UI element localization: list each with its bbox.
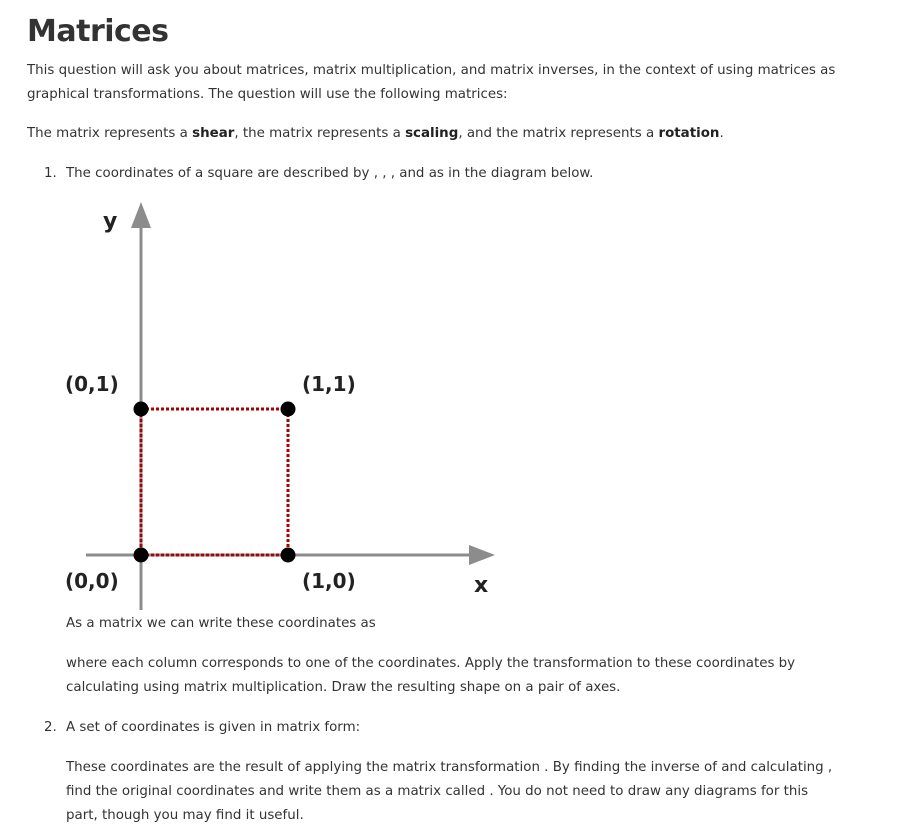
point-0-1: [134, 402, 149, 417]
matrices-sentence-part2: , the matrix represents a: [234, 126, 406, 141]
point-label-0-1: (0,1): [65, 372, 119, 396]
shear-term: shear: [192, 126, 235, 141]
x-axis-label: x: [474, 573, 489, 598]
q2-after-line-1: These coordinates are the result of applying the matrix transformation . By finding the inverse of and calculating ,: [66, 760, 833, 775]
q1-number: 1.: [44, 166, 57, 181]
point-1-0: [281, 548, 296, 563]
q1-after-1: As a matrix we can write these coordinates as: [66, 616, 376, 631]
q2-after-line-3: part, though you may find it useful.: [66, 808, 304, 823]
intro-line-1: This question will ask you about matrices, matrix multiplication, and matrix inverses, in the context of using matrices as: [27, 63, 836, 78]
q1-after-2-line-2: calculating using matrix multiplication. Draw the resulting shape on a pair of axes.: [66, 680, 621, 695]
point-0-0: [134, 548, 149, 563]
q2-number: 2.: [44, 720, 57, 735]
y-axis-label: y: [103, 209, 118, 234]
q2-after-line-2: find the original coordinates and write them as a matrix called . You do not need to draw any diagrams for this: [66, 784, 809, 799]
matrices-sentence-part4: .: [719, 126, 724, 141]
intro-line-2: graphical transformations. The question will use the following matrices:: [27, 87, 508, 102]
q2-text: A set of coordinates is given in matrix form:: [66, 720, 361, 735]
scaling-term: scaling: [405, 126, 459, 141]
page-title: Matrices: [27, 14, 169, 49]
point-label-0-0: (0,0): [65, 569, 119, 593]
matrices-sentence-part1: The matrix represents a: [27, 126, 193, 141]
point-label-1-1: (1,1): [302, 372, 356, 396]
matrices-sentence-part3: , and the matrix represents a: [458, 126, 659, 141]
point-label-1-0: (1,0): [302, 569, 356, 593]
q1-after-2-line-1: where each column corresponds to one of the coordinates. Apply the transformation to these coordinates by: [66, 656, 796, 671]
square-outline: [141, 409, 288, 555]
x-axis-arrow-icon: [469, 545, 495, 565]
y-axis-arrow-icon: [131, 202, 151, 228]
rotation-term: rotation: [658, 126, 720, 141]
q1-text: The coordinates of a square are described by , , , and as in the diagram below.: [66, 166, 594, 181]
point-1-1: [281, 402, 296, 417]
